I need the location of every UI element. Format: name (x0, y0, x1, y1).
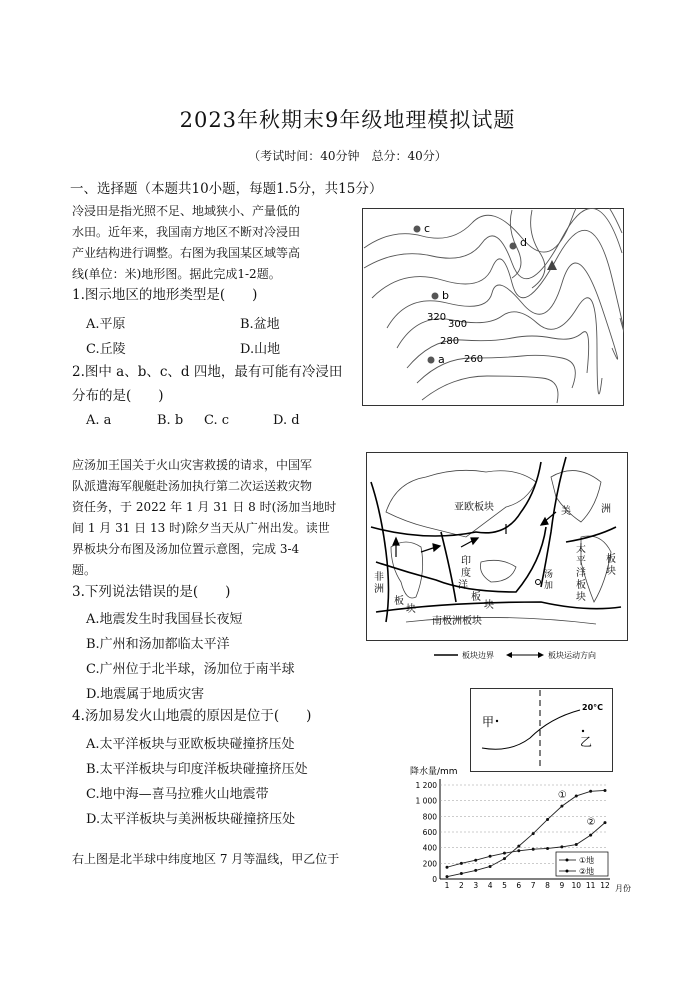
africa-plate-label: 洲 (374, 584, 384, 595)
exam-info: （考试时间：40分钟 总分：40分） (248, 149, 447, 163)
elevation-label: 300 (448, 319, 468, 330)
chart-ylabel: 降水量/mm (410, 767, 458, 777)
jia-label: 甲 (482, 715, 495, 729)
data-point (503, 857, 506, 860)
y-tick-label: 600 (422, 828, 437, 837)
section-heading: 一、选择题（本题共10小题，每题1.5分，共15分） (70, 181, 383, 197)
america-plate-label: 块 (606, 566, 616, 577)
q4-option-c: C.地中海—喜马拉雅火山地震带 (86, 787, 269, 802)
intro-line: 间 1 月 31 日 13 时)除夕当天从广州出发。读世 (72, 521, 330, 535)
x-tick-label: 9 (559, 881, 565, 890)
x-tick-label: 1 (444, 881, 450, 890)
africa-plate-label: 块 (406, 604, 416, 615)
intro-line: 线(单位：米)地形图。据此完成1-2题。 (72, 267, 281, 281)
isotherm-diagram (470, 688, 613, 772)
data-point (560, 845, 563, 848)
x-tick-label: 11 (585, 881, 596, 890)
data-point (446, 875, 449, 878)
data-point (560, 805, 563, 808)
q4-option-d: D.太平洋板块与美洲板块碰撞挤压处 (86, 812, 296, 827)
q2-option-d: D. d (273, 413, 300, 428)
africa-plate-label: 非 (374, 572, 384, 583)
data-point (489, 855, 492, 858)
q1-option-a: A.平原 (86, 317, 126, 332)
point-a-dot (428, 357, 435, 364)
tonga-label: 加 (544, 581, 554, 591)
x-tick-label: 2 (458, 881, 464, 890)
x-tick-label: 5 (502, 881, 507, 890)
pacific-plate-label: 平 (576, 556, 586, 567)
q4-option-a: A.太平洋板块与亚欧板块碰撞挤压处 (86, 737, 295, 752)
intro-line: 题。 (72, 563, 97, 577)
page-title: 2023年秋期末9年级地理模拟试题 (179, 108, 516, 132)
intro-line: 冷浸田是指光照不足、地域狭小、产量低的 (72, 204, 301, 218)
point-b-label: b (442, 289, 449, 302)
pacific-plate-label: 块 (576, 592, 586, 603)
q2-option-b: B. b (157, 413, 184, 428)
data-point (474, 869, 477, 872)
intro-paragraph-3: 右上图是北半球中纬度地区 7 月等温线，甲乙位于 (72, 852, 340, 866)
q2-option-c: C. c (204, 413, 230, 428)
legend-arrowhead-icon (506, 652, 512, 658)
data-point (517, 849, 520, 852)
data-point (460, 872, 463, 875)
x-tick-label: 10 (571, 881, 582, 890)
q3-option-d: D.地震属于地质灾害 (86, 687, 205, 702)
series-marker-label: ② (586, 817, 596, 829)
point-d-label: d (520, 236, 527, 249)
point-c-dot (414, 226, 421, 233)
elevation-label: 260 (464, 354, 484, 365)
elevation-label: 320 (427, 312, 447, 323)
intro-line: 水田。近年来，我国南方地区不断对冷浸田 (72, 225, 301, 239)
data-point (589, 790, 592, 793)
legend-boundary-label: 板块边界 (462, 651, 494, 660)
x-tick-label: 8 (545, 881, 550, 890)
intro-line: 资任务，于 2022 年 1 月 31 日 8 时(汤加当地时 (72, 500, 337, 514)
q3-option-b: B.广州和汤加都临太平洋 (86, 637, 230, 652)
data-point (474, 859, 477, 862)
intro-line: 产业结构进行调整。右图为我国某区域等高 (72, 246, 301, 260)
data-point (532, 848, 535, 851)
yi-label: 乙 (580, 735, 593, 749)
legend-arrowhead-icon (538, 652, 544, 658)
q4-option-b: B.太平洋板块与印度洋板块碰撞挤压处 (86, 762, 308, 777)
america-plate-label: 板 (606, 554, 616, 565)
data-point (575, 843, 578, 846)
q1-option-d: D.山地 (240, 342, 281, 357)
point-a-label: a (438, 353, 445, 366)
precipitation-chart (408, 763, 636, 895)
intro-paragraph-2 (72, 455, 367, 581)
legend-label: ①地 (579, 856, 595, 865)
indian-plate-label: 板 (471, 592, 481, 603)
y-tick-label: 800 (422, 812, 437, 822)
eurasia-plate-label: 亚欧板块 (454, 502, 494, 513)
y-tick-label: 200 (422, 859, 437, 869)
intro-paragraph-1 (72, 201, 357, 285)
legend-point (566, 859, 569, 862)
data-point (589, 834, 592, 837)
elevation-label: 280 (440, 336, 460, 347)
indian-plate-label: 块 (484, 600, 494, 611)
y-tick-label: 1 000 (415, 796, 437, 806)
question-4-stem: 4.汤加易发火山地震的原因是位于( ) (72, 708, 312, 724)
question-1-stem: 1.图示地区的地形类型是( ) (72, 287, 258, 303)
intro-line: 界板块分布图及汤加位置示意图，完成 3-4 (72, 542, 300, 556)
legend-label: ②地 (579, 867, 595, 876)
data-point (460, 862, 463, 865)
x-tick-label: 6 (516, 881, 522, 890)
question-2-stem-cont: 分布的是( ) (72, 388, 164, 404)
america-plate-label: 美 (561, 506, 571, 517)
point-b-dot (432, 293, 439, 300)
y-tick-label: 0 (432, 875, 437, 884)
q3-option-a: A.地震发生时我国昼长夜短 (86, 612, 243, 627)
q2-option-a: A. a (86, 413, 112, 428)
pacific-plate-label: 洋 (576, 568, 586, 579)
indian-plate-label: 度 (461, 568, 471, 579)
data-point (489, 865, 492, 868)
america-plate-label: 洲 (601, 504, 611, 515)
data-point (503, 852, 506, 855)
tonga-label: 汤 (544, 570, 554, 580)
pacific-plate-label: 板 (576, 580, 586, 591)
chart-xlabel: 月份 (615, 884, 631, 893)
contour-map (362, 208, 624, 406)
data-point (546, 847, 549, 850)
world-plate-map (366, 452, 628, 664)
temperature-label: 20°C (582, 703, 604, 712)
question-3-stem: 3.下列说法错误的是( ) (72, 584, 231, 600)
x-tick-label: 12 (600, 881, 610, 890)
africa-plate-label: 板 (394, 596, 404, 607)
indian-plate-label: 印 (461, 556, 471, 567)
data-point (604, 821, 607, 824)
point-c-label: c (424, 222, 431, 235)
data-point (575, 794, 578, 797)
series-marker-label: ① (557, 790, 567, 802)
q1-option-c: C.丘陵 (86, 342, 126, 357)
point-d-dot (510, 243, 517, 250)
data-point (532, 832, 535, 835)
indian-plate-label: 洋 (458, 580, 468, 591)
x-tick-label: 3 (473, 881, 479, 890)
legend-point (566, 870, 569, 873)
data-point (446, 866, 449, 869)
jia-dot (496, 720, 498, 722)
x-tick-label: 7 (530, 881, 536, 890)
q1-option-b: B.盆地 (240, 317, 280, 332)
question-2-stem: 2.图中 a、b、c、d 四地，最有可能有冷浸田 (72, 364, 343, 380)
y-tick-label: 400 (422, 843, 437, 853)
data-point (604, 789, 607, 792)
antarctic-plate-label: 南极洲板块 (432, 616, 482, 627)
intro-line: 应汤加王国关于火山灾害救援的请求，中国军 (72, 458, 313, 472)
x-tick-label: 4 (487, 881, 493, 890)
legend-motion-label: 板块运动方向 (548, 651, 596, 660)
data-point (517, 845, 520, 848)
q3-option-c: C.广州位于北半球，汤加位于南半球 (86, 662, 295, 677)
intro-line: 队派遣海军舰艇赴汤加执行第二次运送救灾物 (72, 479, 313, 493)
yi-dot (582, 730, 584, 732)
y-tick-label: 1 200 (415, 781, 437, 790)
data-point (546, 818, 549, 821)
pacific-plate-label: 太 (576, 544, 586, 555)
diagram-frame (471, 689, 613, 772)
